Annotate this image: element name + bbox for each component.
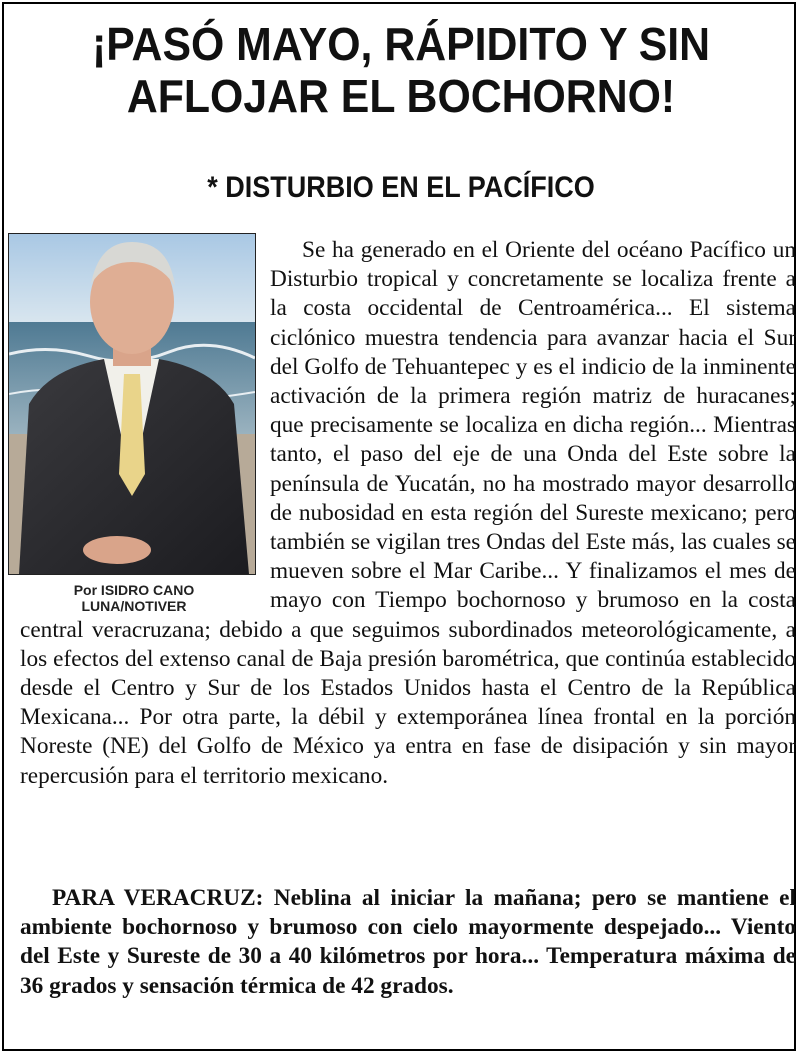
photo-wrap-space: [20, 236, 270, 614]
article-body: [20, 236, 796, 791]
headline-line-2: AFLOJAR EL BOCHORNO!: [126, 70, 676, 122]
subheadline: * DISTURBIO EN EL PACÍFICO: [207, 171, 595, 204]
forecast-text: PARA VERACRUZ: Neblina al iniciar la mañana; pero se mantiene el ambiente bochornoso y brumoso con cielo mayormente despejado... Viento del Este y Sureste de 30 a 40 kilómetros por hora... Temperatura máxima de 36 grados y sensación térmica de 42 grados.: [20, 885, 796, 999]
article-frame: [2, 2, 796, 1051]
headline: [32, 18, 770, 122]
headline-line-1: ¡PASÓ MAYO, RÁPIDITO Y SIN: [91, 18, 711, 70]
photo-caption-line-2: LUNA/NOTIVER: [81, 598, 187, 614]
photo-caption-line-1: Por ISIDRO CANO: [73, 582, 195, 598]
forecast-paragraph: [20, 884, 796, 1001]
article-paragraph-1-text: Se ha generado en el Oriente del océano Pacífico un Disturbio tropical y concretamente se localiza frente a la costa occidental de Centroamérica... El sistema ciclónico muestra tendencia para avanzar hacia el Sur del Golfo de Tehuantepec y es el indicio de la inminente activación de la primera región matriz de huracanes; que precisamente se localiza en dicha región... Mientras tanto, el paso del eje de una Onda del Este sobre la península de Yucatán, no ha mostrado mayor desarrollo de nubosidad en esta región del Sureste mexicano; pero también se vigilan tres Ondas del Este más, las cuales se mueven sobre el Mar Caribe... Y finalizamos el mes de mayo con Tiempo bochornoso y brumoso en la costa central veracruzana; debido a que seguimos subordinados meteorológicamente, a los efectos del extenso canal de Baja presión barométrica, que continúa establecido desde el Centro y Sur de los Estados Unidos hasta el Centro de la República Mexicana... Por otra parte, la débil y extemporánea línea frontal en la porción Noreste (NE) del Golfo de México ya entra en fase de disipación y sin mayor repercusión para el territorio mexicano.: [20, 237, 796, 789]
